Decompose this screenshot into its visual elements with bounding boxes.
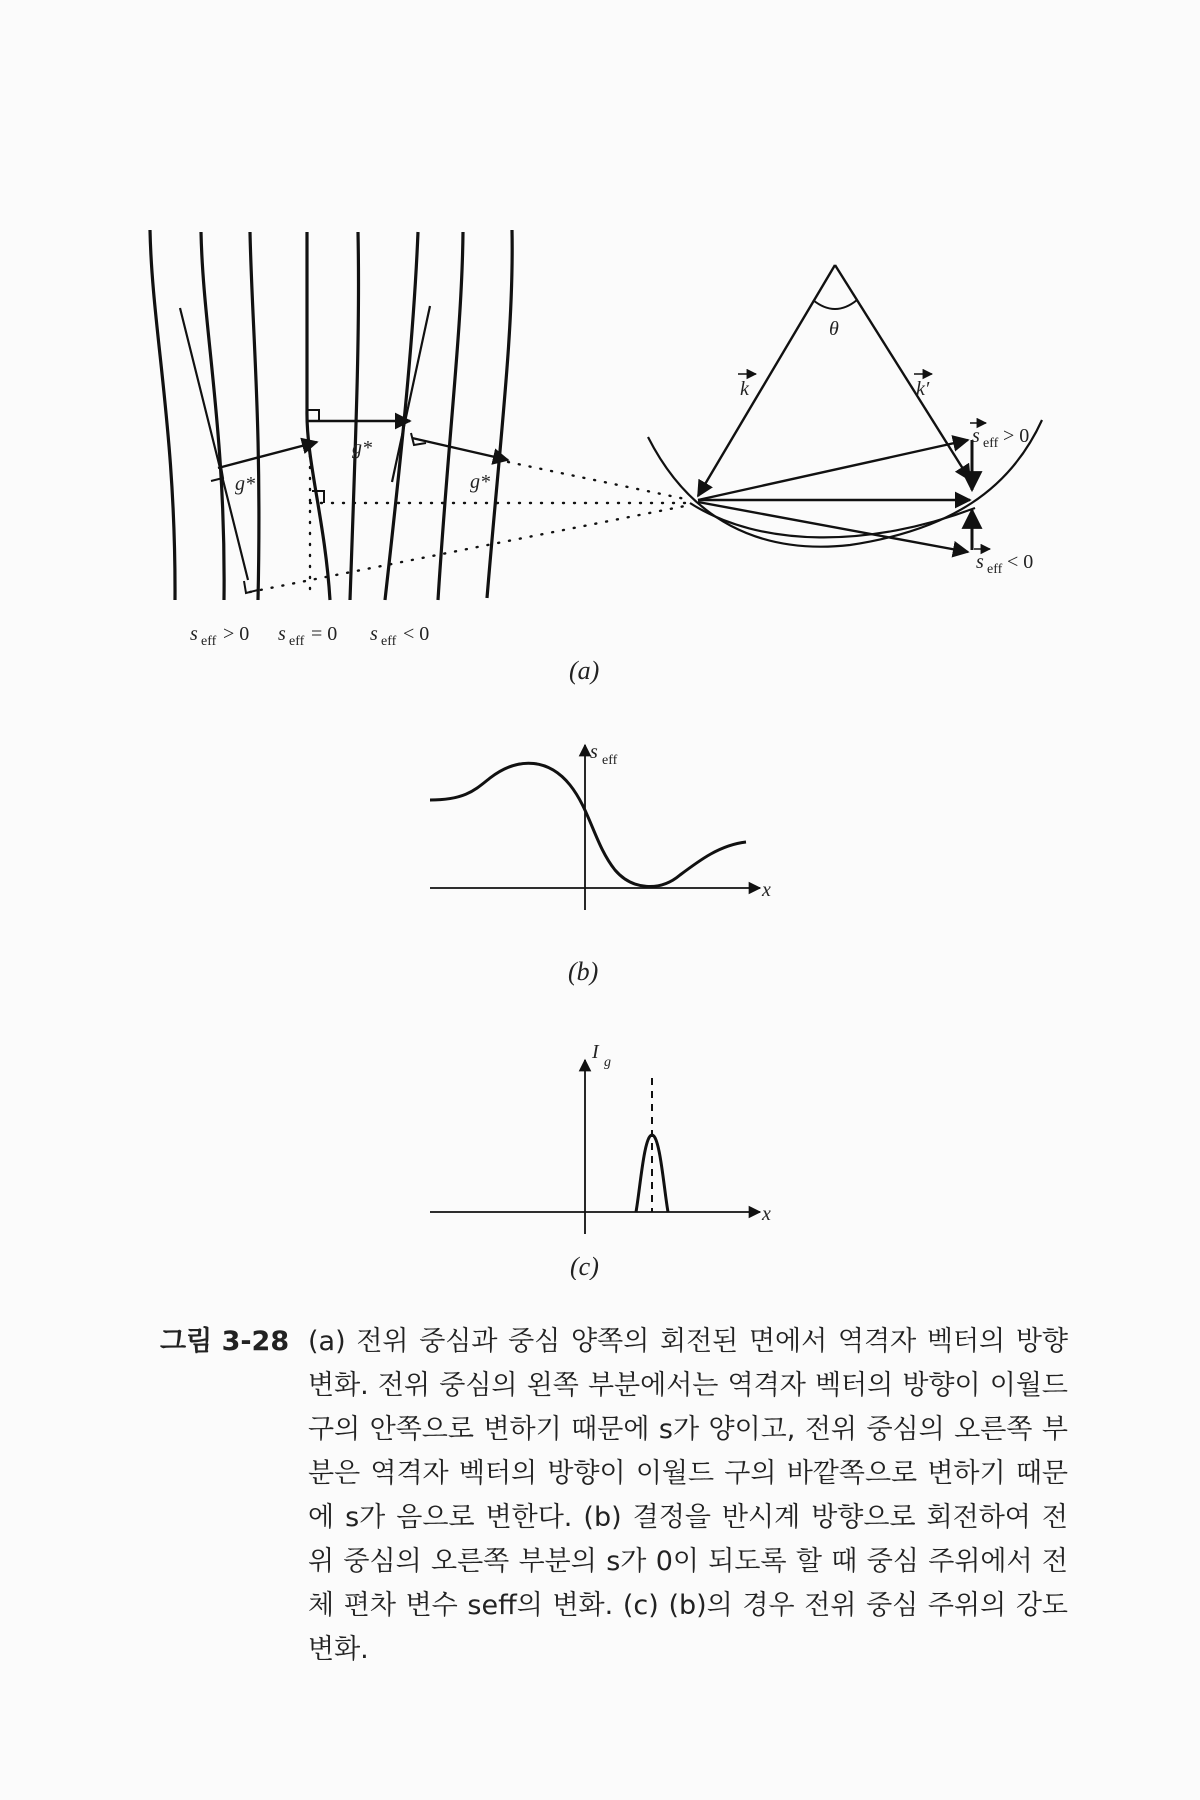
seff-positive-label	[970, 423, 1029, 451]
k-prime-label-group	[914, 374, 932, 400]
panel-b-y-sub: eff	[602, 753, 618, 768]
seff-label-left-sub: eff	[201, 634, 217, 649]
panel-b-y-s: s	[590, 741, 598, 763]
g-star-label-left: g*	[235, 473, 255, 495]
seff-negative-label	[974, 549, 1033, 577]
caption-text: (a) 전위 중심과 중심 양쪽의 회전된 면에서 역격자 벡터의 방향 변화. 전위 중심의 왼쪽 부분에서는 역격자 벡터의 방향이 이월드 구의 안쪽으로 변하기 때문에 s가 양이고, 전위 중심의 오른쪽 부분은 역격자 벡터의 방향이 이월드 구의 바깥쪽으로 변하기 때문에 s가 음으로 변한다. (b) 결정을 반시계 방향으로 회전하여 전위 중심의 오른쪽 부분의 s가 0이 되도록 할 때 중심 주위에서 전체 편차 변수 seff의 변화. (c) (b)의 경우 전위 중심 주위의 강도 변화.	[308, 1326, 1068, 1665]
seff-negative-cond: < 0	[1007, 551, 1034, 573]
panel-b-axes	[430, 745, 760, 910]
seff-condition-labels	[190, 623, 429, 649]
panel-c-y-I: I	[592, 1041, 599, 1063]
seff-label-right-sub: eff	[381, 634, 397, 649]
seff-label-center-cond: = 0	[311, 623, 338, 645]
seff-positive-s: s	[972, 425, 980, 447]
panel-b-label: (b)	[568, 957, 599, 986]
seff-label-center-sub: eff	[289, 634, 305, 649]
seff-curve	[430, 763, 746, 886]
panel-c-label: (c)	[570, 1252, 599, 1280]
k-label: k	[740, 378, 749, 400]
theta-arc	[813, 300, 857, 309]
g-star-label-center: g*	[352, 437, 372, 459]
seff-label-center: s	[278, 623, 286, 645]
panel-c-y-label	[591, 1041, 611, 1070]
seff-negative-sub: eff	[987, 562, 1003, 577]
dotted-lines	[250, 445, 690, 592]
seff-label-right-cond: < 0	[403, 623, 430, 645]
caption-label: 그림 3-28	[160, 1326, 290, 1357]
k-label-group	[738, 374, 756, 400]
seff-positive-cond: > 0	[1003, 425, 1030, 447]
panel-c-axes	[430, 1060, 760, 1234]
g-star-labels	[235, 437, 490, 495]
seff-label-left: s	[190, 623, 198, 645]
theta-label: θ	[829, 318, 839, 340]
panel-c-x-label: x	[762, 1203, 771, 1225]
seff-negative-s: s	[976, 551, 984, 573]
panel-b-y-label	[590, 741, 618, 768]
lattice-planes	[150, 230, 512, 600]
panel-a-label: (a)	[569, 656, 600, 685]
panel-b-x-label: x	[762, 879, 771, 901]
seff-label-right: s	[370, 623, 378, 645]
panel-c-y-sub: g	[604, 1055, 611, 1070]
seff-positive-sub: eff	[983, 436, 999, 451]
seff-label-left-cond: > 0	[223, 623, 250, 645]
g-star-label-right: g*	[470, 471, 490, 493]
k-prime-label: k′	[916, 378, 930, 400]
